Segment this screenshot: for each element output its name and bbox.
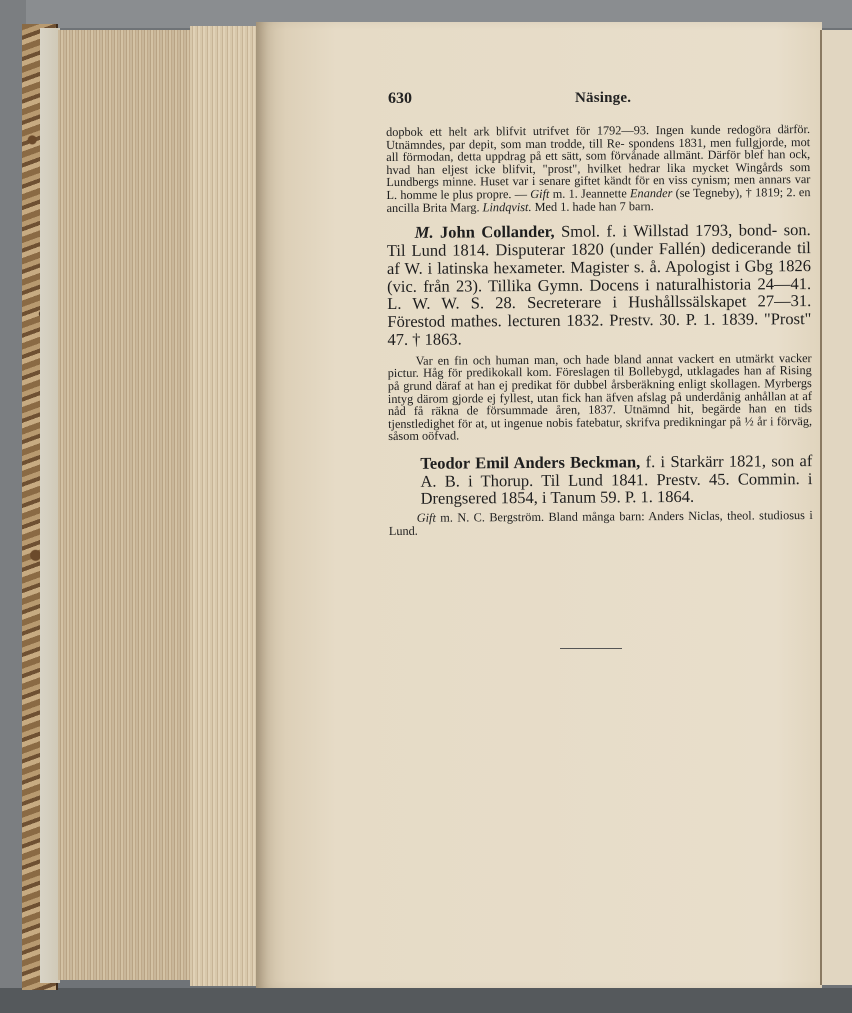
beckman-entry	[388, 452, 812, 508]
collander-name: John Collander,	[439, 221, 555, 242]
continuation-tail2: (se Tegneby), † 1819; 2. en ancilla Brita Marg.	[386, 185, 811, 215]
page-block-edges	[190, 26, 258, 986]
page-block-left	[58, 30, 198, 980]
collander-initial: M.	[414, 222, 434, 242]
facing-page-edge	[820, 30, 852, 985]
running-head: Näsinge.	[575, 90, 632, 106]
page-header	[388, 90, 808, 110]
beckman-note-text: m. N. C. Bergström. Bland många barn: Anders Niclas, theol. studiosus i Lund.	[388, 508, 813, 538]
lindqvist-name: Lindqvist.	[482, 199, 532, 214]
collander-text: Smol. f. i Willstad 1793, bond- son. Til Lund 1814. Disputerar 1820 (under Fallén) dedicerande til af W. i latinska hexameter. Magister s. å. Apologist i Gbg 1826 (vic. från 23). Tillika Gymn. Docens i naturalhistoria 24—41. L. W. W. S. 28. Secreterare i Hushållssälskapet 27—31. Förestod mathes. lecturen 1832. Prestv. 30. P. 1. 1839. "Prost" 47. † 1863.	[386, 220, 812, 349]
page-body	[386, 123, 813, 537]
scan-background-bottom	[0, 988, 852, 1013]
page-number: 630	[388, 90, 412, 107]
section-rule	[560, 648, 622, 649]
beckman-name: Teodor Emil Anders Beckman,	[420, 452, 641, 473]
beckman-note	[389, 509, 813, 537]
gift-label: Gift	[530, 186, 550, 201]
endpaper	[40, 28, 60, 983]
continuation-tail: m. 1. Jeannette	[552, 186, 627, 201]
continuation-end: Med 1. hade han 7 barn.	[534, 198, 654, 214]
continuation-text: dopbok ett helt ark blifvit utrifvet för 1792—93. Ingen kunde redogöra därför. Utnämndes, par depit, som man trodde, till Re- spondens 1831, men fullgjorde, mot all förmodan, detta uppdrag på ett sätt, som förvånade allmänt. Därför blef han ock, hvad han eljest icke blifvit, "prost", hvilket hedrar lika mycket Wingårds som Lundbergs minne. Huset var i senare giftet kändt för en viss cynism; men annars var L. homme le plus propre. —	[385, 122, 811, 202]
enander-name: Enander	[629, 185, 673, 201]
bleed-through	[420, 625, 810, 855]
continuation-paragraph	[386, 123, 811, 214]
beckman-text: f. i Starkärr 1821, son af A. B. i Thorup. Til Lund 1841. Prestv. 45. Commin. i Drengsered 1854, i Tanum 59. P. 1. 1864.	[420, 450, 813, 509]
beckman-gift-label: Gift	[416, 510, 436, 526]
collander-entry	[387, 221, 812, 349]
collander-note: Var en fin och human man, och hade bland annat vackert en utmärkt vacker pictur. Håg för predikokall kom. Föreslagen til Bollebygd, utklagades han af Rising på grund däraf at han ej predikat för dubbel årsberäkning enligt skollagen. Myrbergs intyg därom gjorde ej fyllest, utan fick han äfven afslag på underdånig anhållan at af nåd få räkna de försummade åren, 1837. Utnämnd hit, begärde han en tids tjenstledighet för at, ut ingenue nobis fatebatur, skrifva predikningar på ½ år i förväg, såsom oöfvad.	[387, 350, 813, 444]
